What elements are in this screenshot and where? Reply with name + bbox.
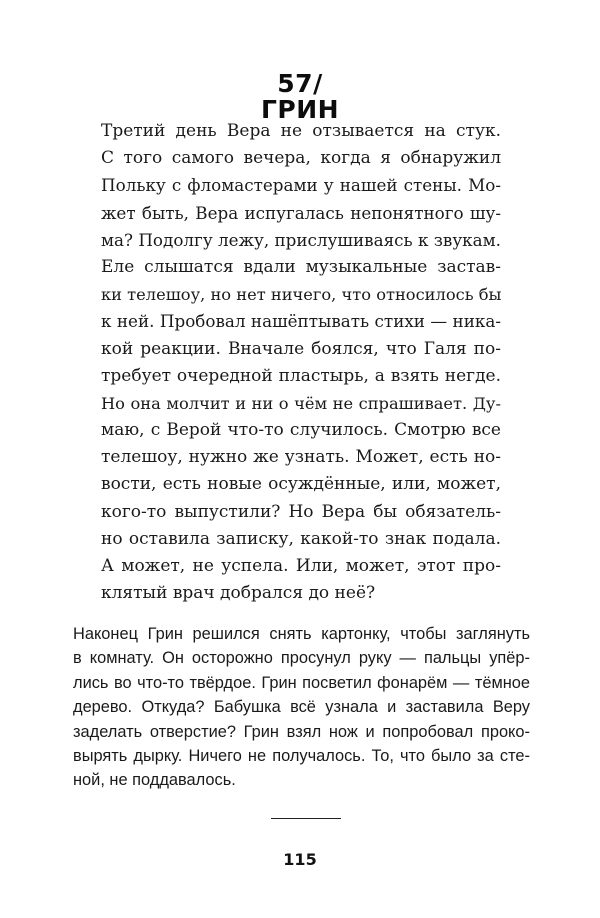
diary-entry <box>101 118 501 607</box>
narrative-line: дерево. Откуда? Бабушка всё узнала и заставила Веру <box>73 698 530 717</box>
narrative-line: вырять дырку. Ничего не получалось. То, что было за сте- <box>73 746 530 765</box>
narrative-line: в комнату. Он осторожно просунул руку — пальцы упёр- <box>73 649 530 668</box>
chapter-title: ГРИН <box>260 95 340 124</box>
diary-line: жет быть, Вера испугалась непонятного шу- <box>101 202 501 223</box>
narrative-paragraph <box>73 622 530 793</box>
diary-line: С того самого вечера, когда я обнаружил <box>101 148 501 169</box>
diary-line: вости, есть новые осуждённые, или, может, <box>101 474 501 495</box>
diary-line: клятый врач добрался до неё? <box>101 583 376 604</box>
diary-line: кой реакции. Вначале боялся, что Галя по- <box>101 338 501 359</box>
diary-line: Третий день Вера не отзывается на стук. <box>101 121 501 141</box>
page-number: 115 <box>283 850 317 869</box>
diary-line: требует очередной пластырь, а взять негде. <box>101 365 501 386</box>
narrative-line: ной, не поддавалось. <box>73 771 236 790</box>
diary-line: Но она молчит и ни о чём не спрашивает. Ду- <box>101 393 501 413</box>
diary-line: к ней. Пробовал нашёптывать стихи — ника- <box>101 311 501 332</box>
diary-line: А может, не успела. Или, может, этот про- <box>101 556 501 576</box>
diary-line: Польку с фломастерами у нашей стены. Мо- <box>101 175 501 196</box>
narrative-line: Наконец Грин решился снять картонку, чтобы заглянуть <box>73 625 530 643</box>
narrative-line: лись во что-то твёрдое. Грин посветил фонарём — тёмное <box>73 673 530 692</box>
diary-line: ки телешоу, но нет ничего, что относилось бы <box>101 285 501 305</box>
diary-line: кого-то выпустили? Но Вера бы обязатель- <box>101 501 501 522</box>
chapter-number: 57/ <box>277 69 323 98</box>
diary-line: телешоу, нужно же узнать. Может, есть но- <box>101 447 501 468</box>
diary-line: маю, с Верой что-то случилось. Смотрю все <box>101 420 501 441</box>
diary-line: но оставила записку, какой-то знак подала. <box>101 528 501 549</box>
section-divider <box>271 818 341 819</box>
narrative-line: заделать отверстие? Грин взял нож и попробовал проко- <box>73 722 530 741</box>
diary-line: Еле слышатся вдали музыкальные застав- <box>101 256 501 277</box>
diary-line: ма? Подолгу лежу, прислушиваясь к звукам. <box>101 229 501 250</box>
